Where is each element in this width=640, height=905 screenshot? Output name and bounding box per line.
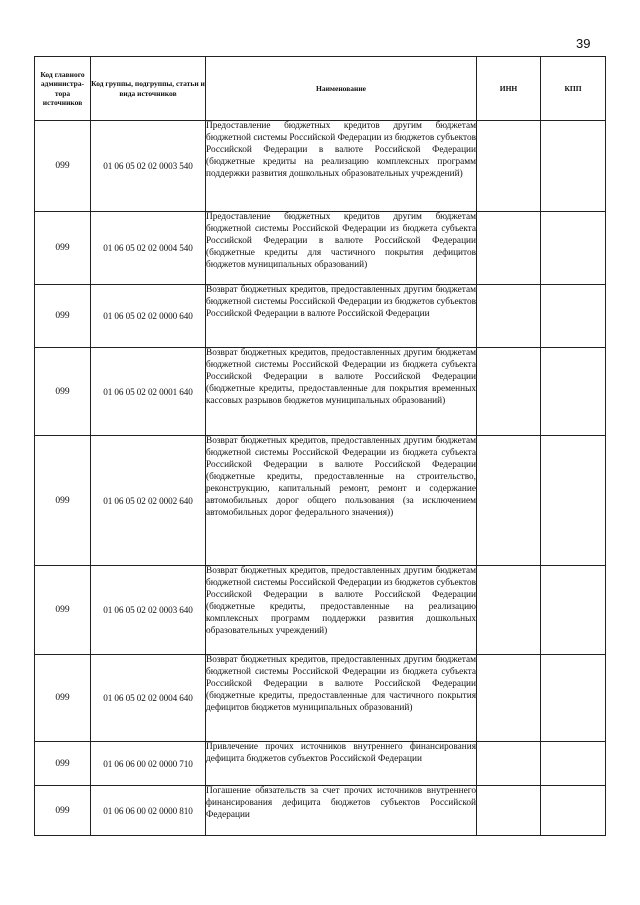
table-row [35,348,606,436]
kpp-cell [541,436,606,566]
kpp-cell [541,742,606,786]
source-code-cell: 01 06 06 00 02 0000 710 [91,742,206,786]
kpp-cell [541,655,606,742]
inn-cell [477,436,541,566]
source-name-cell: Погашение обязательств за счет прочих источников внутреннего финансирования дефицита бюджетов субъектов Российской Федерации [206,786,477,836]
admin-code-cell: 099 [35,212,91,285]
inn-cell [477,285,541,348]
admin-code-cell: 099 [35,348,91,436]
inn-cell [477,655,541,742]
page-number: 39 [576,36,591,51]
source-code-cell: 01 06 05 02 02 0003 540 [91,121,206,212]
inn-cell [477,121,541,212]
source-code-cell: 01 06 05 02 02 0001 640 [91,348,206,436]
header-admin-code: Код главного администра-тора источников [35,57,91,121]
source-name-cell: Возврат бюджетных кредитов, предоставленных другим бюджетам бюджетной системы Российской Федерации из бюджета субъекта Российской Федерации в валюте Российской Федерации (бюджетные кредиты, предоставленные на строительство, реконструкцию, капитальный ремонт, ремонт и содержание автомобильных дорог общего пользования (за исключением автомобильных дорог федерального значения)) [206,436,477,566]
budget-sources-table [34,56,606,836]
inn-cell [477,212,541,285]
source-code-cell: 01 06 05 02 02 0004 540 [91,212,206,285]
source-code-cell: 01 06 05 02 02 0002 640 [91,436,206,566]
table-row [35,566,606,655]
inn-cell [477,348,541,436]
inn-cell [477,566,541,655]
source-code-cell: 01 06 05 02 02 0003 640 [91,566,206,655]
admin-code-cell: 099 [35,436,91,566]
source-code-cell: 01 06 05 02 02 0000 640 [91,285,206,348]
source-code-cell: 01 06 05 02 02 0004 640 [91,655,206,742]
header-name: Наименование [206,57,477,121]
table-row [35,436,606,566]
source-name-cell: Возврат бюджетных кредитов, предоставленных другим бюджетам бюджетной системы Российской Федерации из бюджетов субъектов Российской Федерации в валюте Российской Федерации (бюджетные кредиты, предоставленные на реализацию комплексных программ поддержки развития дошкольных образовательных учреждений) [206,566,477,655]
source-code-cell: 01 06 06 00 02 0000 810 [91,786,206,836]
inn-cell [477,786,541,836]
source-name-cell: Возврат бюджетных кредитов, предоставленных другим бюджетам бюджетной системы Российской Федерации из бюджета субъекта Российской Федерации в валюте Российской Федерации (бюджетные кредиты, предоставленные для покрытия временных кассовых разрывов бюджетов муниципальных образований) [206,348,477,436]
admin-code-cell: 099 [35,121,91,212]
table-row [35,655,606,742]
table-row [35,212,606,285]
kpp-cell [541,285,606,348]
header-kpp: КПП [541,57,606,121]
table-row [35,121,606,212]
kpp-cell [541,566,606,655]
kpp-cell [541,348,606,436]
source-name-cell: Предоставление бюджетных кредитов другим бюджетам бюджетной системы Российской Федерации из бюджетов субъектов Российской Федерации в валюте Российской Федерации (бюджетные кредиты на реализацию комплексных программ поддержки развития дошкольных образовательных учреждений) [206,121,477,212]
header-inn: ИНН [477,57,541,121]
kpp-cell [541,786,606,836]
admin-code-cell: 099 [35,655,91,742]
table-row [35,786,606,836]
inn-cell [477,742,541,786]
table-header-row [35,57,606,121]
admin-code-cell: 099 [35,742,91,786]
kpp-cell [541,121,606,212]
source-name-cell: Возврат бюджетных кредитов, предоставленных другим бюджетам бюджетной системы Российской Федерации из бюджета субъекта Российской Федерации в валюте Российской Федерации (бюджетные кредиты, предоставленные для частичного покрытия дефицитов бюджетов муниципальных образований) [206,655,477,742]
header-group-code: Код группы, подгруппы, статьи и вида источников [91,57,206,121]
admin-code-cell: 099 [35,566,91,655]
kpp-cell [541,212,606,285]
source-name-cell: Привлечение прочих источников внутреннего финансирования дефицита бюджетов субъектов Российской Федерации [206,742,477,786]
source-name-cell: Возврат бюджетных кредитов, предоставленных другим бюджетам бюджетной системы Российской Федерации из бюджетов субъектов Российской Федерации в валюте Российской Федерации [206,285,477,348]
source-name-cell: Предоставление бюджетных кредитов другим бюджетам бюджетной системы Российской Федерации из бюджета субъекта Российской Федерации в валюте Российской Федерации (бюджетные кредиты для частичного покрытия дефицитов бюджетов муниципальных образований) [206,212,477,285]
table-row [35,285,606,348]
table-row [35,742,606,786]
admin-code-cell: 099 [35,285,91,348]
admin-code-cell: 099 [35,786,91,836]
